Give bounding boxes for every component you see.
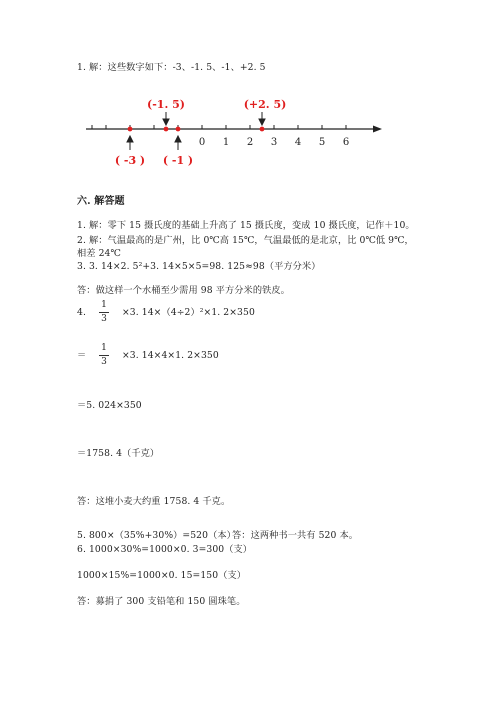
answer-2-line-1: 2. 解：气温最高的是广州，比 0℃高 15℃，气温最低的是北京，比 0℃低 9℃，: [77, 235, 414, 246]
axis-arrow: [373, 126, 382, 133]
callout-pos-2-5: (+2. 5): [243, 98, 287, 111]
tick-label: 6: [342, 137, 350, 148]
callout-neg-3: ( -3 ): [114, 154, 146, 167]
tick-label: 2: [246, 137, 254, 148]
fraction-numerator: 1: [101, 343, 107, 353]
number-line: [0, 0, 500, 180]
answer-4-step-4: ＝1758. 4（千克）: [77, 448, 160, 459]
answer-5: 5. 800×（35%+30%）=520（本）: [77, 530, 236, 541]
answer-3: 3. 3. 14×2. 5²+3. 14×5×5=98. 125≈98（平方分米）: [77, 261, 321, 272]
fraction-one-third: [99, 343, 109, 368]
callout-neg-1: ( -1 ): [162, 154, 194, 167]
point-neg-1-5: [164, 127, 169, 132]
callout-neg-1-5: (-1. 5): [147, 98, 185, 111]
section-title: 六. 解答题: [77, 196, 125, 207]
answer-5-conclusion: 答：这两种书一共有 520 本。: [232, 530, 359, 541]
fraction-numerator: 1: [101, 300, 107, 310]
answer-4-conclusion: 答：这堆小麦大约重 1758. 4 千克。: [77, 496, 231, 507]
fraction-denominator: 3: [101, 357, 107, 367]
point-neg-1: [176, 127, 181, 132]
answer-6-line-1: 6. 1000×30%=1000×0. 3=300（支）: [77, 544, 253, 555]
tick-label: 0: [198, 137, 206, 148]
q1-header: 1. 解：这些数字如下：-3、-1. 5、-1、+2. 5: [77, 62, 266, 73]
tick-label: 5: [318, 137, 326, 148]
answer-6-line-2: 1000×15%=1000×0. 15=150（支）: [77, 570, 247, 581]
point-neg-3: [128, 127, 133, 132]
tick-label: 4: [294, 137, 302, 148]
answer-3-conclusion: 答：做这样一个水桶至少需用 98 平方分米的铁皮。: [77, 285, 290, 296]
answer-1: 1. 解：零下 15 摄氏度的基础上升高了 15 摄氏度，变成 10 摄氏度，记作＋10。: [77, 220, 415, 231]
tick-label: 3: [270, 137, 278, 148]
answer-4-label: 4.: [77, 307, 86, 318]
answer-4-step-3: ＝5. 024×350: [77, 400, 142, 411]
tick-label: 1: [222, 137, 230, 148]
point-pos-2-5: [260, 127, 265, 132]
fraction-denominator: 3: [101, 314, 107, 324]
answer-4-expression-2: ×3. 14×4×1. 2×350: [122, 350, 219, 361]
answer-6-conclusion: 答：募捐了 300 支铅笔和 150 圆珠笔。: [77, 596, 246, 607]
answer-2-line-2: 相差 24℃: [77, 248, 121, 259]
answer-4-equals: ＝: [77, 350, 87, 361]
answer-4-expression-1: ×3. 14×（4÷2）²×1. 2×350: [122, 307, 255, 318]
fraction-one-third: [99, 300, 109, 325]
